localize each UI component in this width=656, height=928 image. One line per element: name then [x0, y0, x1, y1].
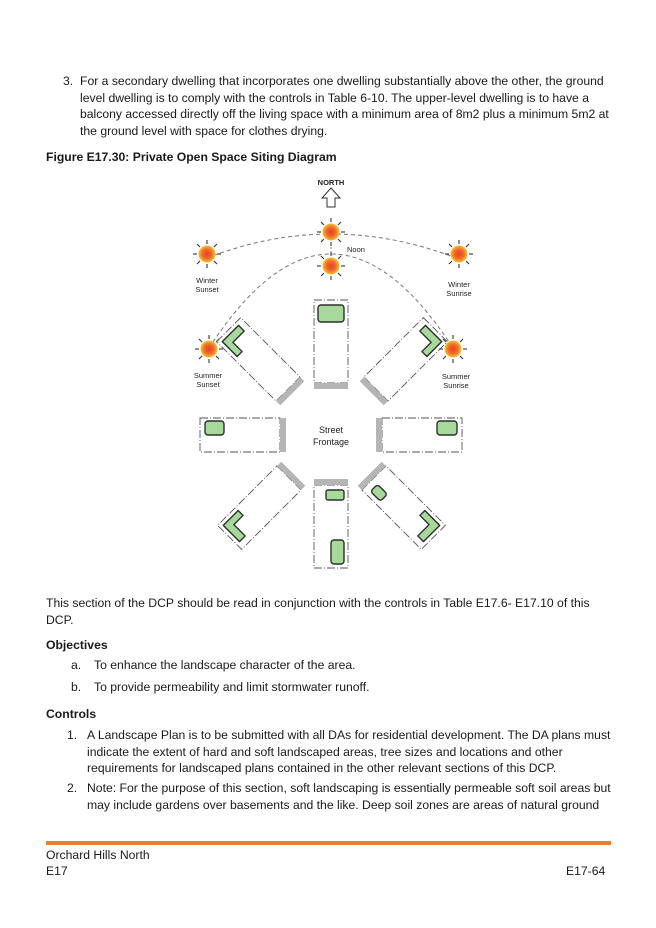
item3-line: balcony accessed directly off the living space with a minimum area of 8m2 plus a minimum 5m2 at	[80, 107, 609, 121]
garden-area	[326, 490, 344, 500]
control-line: requirements for landscaped plans contained in the other relevant sections of this DCP.	[87, 761, 557, 775]
objective-item: To provide permeability and limit stormwater runoff.	[94, 680, 370, 694]
footer-section: E17	[46, 864, 68, 878]
north-label: NORTH	[317, 178, 345, 187]
intro-line: DCP.	[46, 612, 74, 627]
summer-sunrise-label-1: Summer	[441, 372, 471, 381]
winter-sunset-label-1: Winter	[196, 276, 218, 285]
lot-northeast	[360, 318, 448, 406]
lot-north	[314, 300, 348, 389]
sun-icon-summer-sunrise	[439, 335, 467, 363]
lot-east	[376, 418, 462, 452]
noon-label: Noon	[347, 245, 365, 254]
control-line: A Landscape Plan is to be submitted with all DAs for residential development. The DA plans must	[87, 728, 611, 742]
lot-southwest	[218, 462, 306, 550]
item3-line: level dwelling is to comply with the controls in Table 6-10. The upper-level dwelling is to have a	[80, 90, 589, 105]
summer-sunset-label-1: Summer	[193, 371, 223, 380]
list-number: 1.	[67, 728, 78, 742]
list-marker: b.	[71, 680, 82, 694]
list-marker: a.	[71, 658, 82, 672]
street-frontage-label-1: Street	[318, 425, 344, 435]
control-line: indicate the extent of hard and soft landscaped areas, tree sizes and locations and other	[87, 744, 563, 759]
control-line: may include gardens over basements and the like. Deep soil zones are areas of natural ground	[87, 797, 600, 812]
item3-line: the ground level with space for clothes drying.	[80, 123, 328, 138]
sun-icon-noon-winter	[317, 218, 345, 246]
control-line: Note: For the purpose of this section, soft landscaping is essentially permeable soft soil areas but	[87, 781, 611, 795]
footer-title: Orchard Hills North	[46, 848, 150, 862]
sun-icon-noon-summer	[317, 252, 345, 280]
garden-area	[411, 325, 442, 356]
siting-diagram	[186, 170, 476, 570]
street-frontage-label-2: Frontage	[312, 437, 350, 447]
garden-area	[409, 510, 440, 541]
garden-area	[318, 305, 344, 322]
lot-southeast	[358, 462, 446, 550]
list-number: 2.	[67, 781, 78, 795]
winter-sunrise-label-1: Winter	[448, 280, 470, 289]
garden-area	[370, 484, 387, 501]
lot-south	[314, 479, 348, 568]
page-number: E17-64	[566, 864, 606, 878]
winter-sunset-label-2: Sunset	[195, 285, 219, 294]
garden-area	[437, 421, 457, 435]
garden-area	[331, 540, 344, 564]
summer-sunrise-label-2: Sunrise	[443, 381, 469, 390]
sun-icon-winter-sunrise	[445, 240, 473, 268]
summer-sunset-label-2: Sunset	[196, 380, 220, 389]
lot-west	[200, 418, 286, 452]
list-number: 3.	[63, 74, 74, 88]
footer-rule	[46, 841, 611, 845]
intro-line: This section of the DCP should be read in conjunction with the controls in Table E17.6- E17.10 of this	[46, 596, 590, 610]
winter-sunrise-label-2: Sunrise	[446, 289, 472, 298]
objective-item: To enhance the landscape character of the area.	[94, 658, 356, 672]
lot-northwest	[217, 318, 305, 406]
garden-area	[205, 421, 224, 435]
figure-caption: Figure E17.30: Private Open Space Siting Diagram	[46, 150, 337, 164]
north-arrow-icon	[322, 188, 340, 207]
item3-line: For a secondary dwelling that incorporates one dwelling substantially above the other, the ground	[80, 74, 604, 88]
controls-heading: Controls	[46, 707, 97, 721]
objectives-heading: Objectives	[46, 638, 108, 652]
